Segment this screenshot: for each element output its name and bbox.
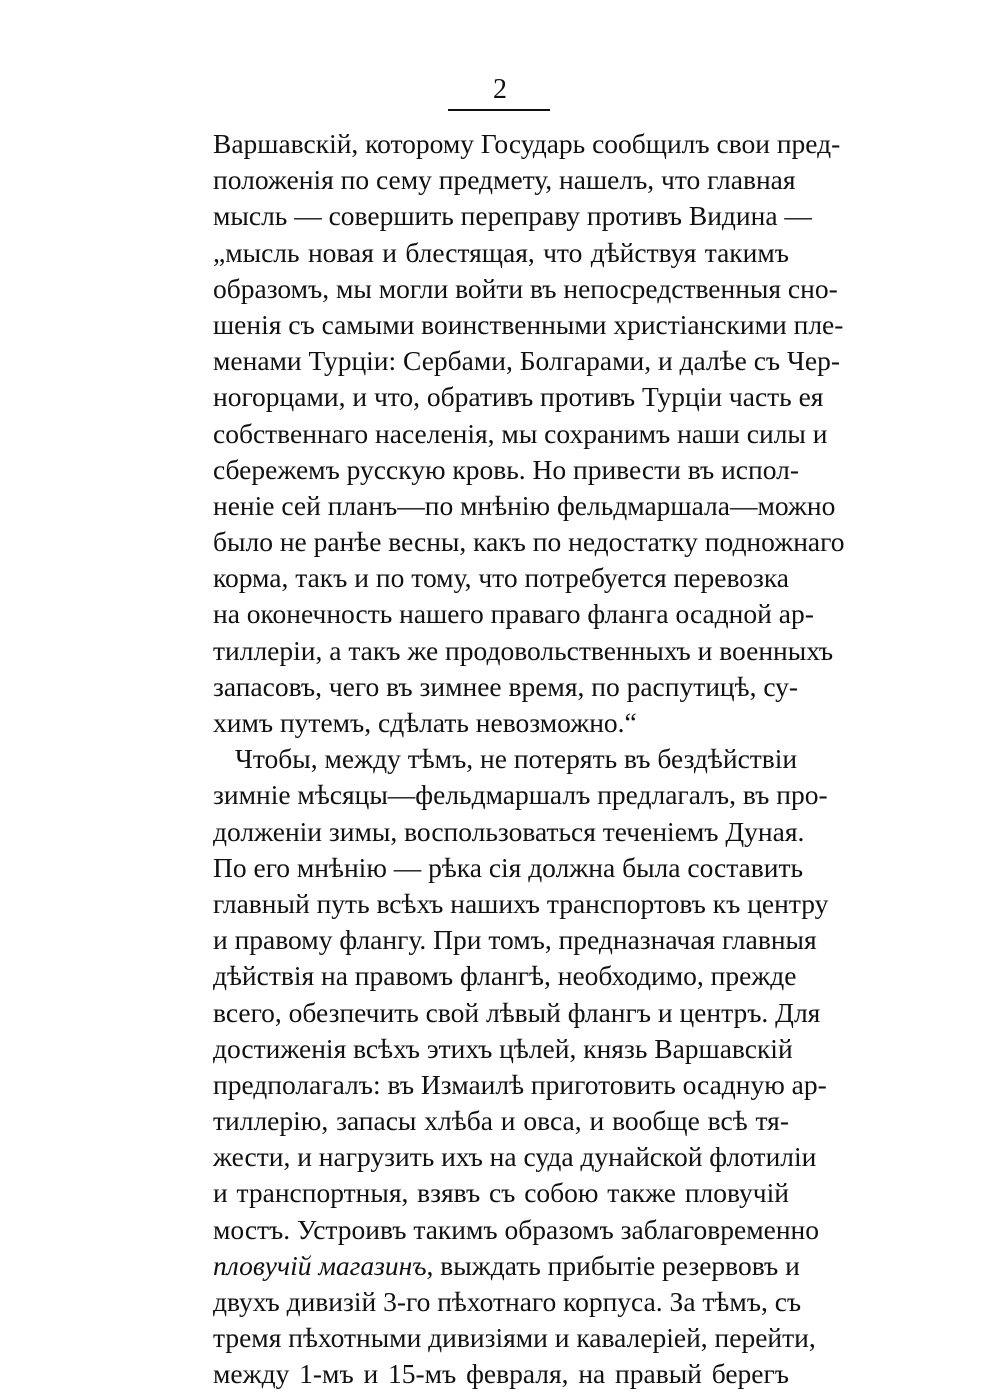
- text-line: шенія съ самыми воинственными христіанскими пле-: [213, 308, 844, 340]
- text-line-with-italic: [213, 1248, 800, 1284]
- text-line: образомъ, мы могли войти въ непосредственныя сно-: [213, 272, 838, 304]
- text-line: мысль — совершить переправу противъ Видина —: [213, 200, 812, 232]
- text-line: зимніе мѣсяцы—фельдмаршалъ предлагалъ, въ про-: [213, 779, 828, 811]
- text-line: химъ путемъ, сдѣлать невозможно.“: [213, 707, 637, 738]
- text-line: корма, такъ и по тому, что потребуется перевозка: [213, 562, 789, 594]
- text-line: положенія по сему предмету, нашелъ, что главная: [213, 164, 796, 196]
- text-line: дѣйствія на правомъ флангѣ, необходимо, прежде: [213, 960, 797, 992]
- text-line: двухъ дивизій 3-го пѣхотнаго корпуса. За тѣмъ, съ: [213, 1286, 802, 1317]
- text-line: Чтобы, между тѣмъ, не потерять въ бездѣйствіи: [235, 743, 798, 775]
- text-line: сбережемъ русскую кровь. Но привести въ испол-: [213, 453, 799, 485]
- text-segment: , выждать прибытіе резервовъ и: [426, 1249, 800, 1281]
- text-line: долженіи зимы, воспользоваться теченіемъ Дуная.: [213, 815, 805, 847]
- italic-phrase: пловучій магазинъ: [213, 1249, 427, 1281]
- text-line: собственнаго населенія, мы сохранимъ наши силы и: [213, 417, 828, 449]
- text-line: неніе сей планъ—по мнѣнію фельдмаршала—можно: [213, 489, 836, 521]
- text-line: запасовъ, чего въ зимнее время, по распутицѣ, су-: [213, 670, 799, 702]
- text-line: менами Турціи: Сербами, Болгарами, и далѣе съ Чер-: [213, 345, 841, 377]
- text-line: и правому флангу. При томъ, предназначая главныя: [213, 924, 817, 956]
- header-rule: [448, 109, 550, 111]
- text-line: достиженія всѣхъ этихъ цѣлей, князь Варшавскій: [213, 1032, 793, 1064]
- text-line: Варшавскій, которому Государь сообщилъ свои пред-: [213, 128, 841, 159]
- text-line: тиллерію, запасы хлѣба и овса, и вообще всѣ тя-: [213, 1105, 789, 1137]
- text-line: мостъ. Устроивъ такимъ образомъ заблаговременно: [213, 1213, 820, 1245]
- text-line: жести, и нагрузить ихъ на суда дунайской флотиліи: [213, 1141, 817, 1173]
- text-line: предполагалъ: въ Измаилѣ приготовить осадную ар-: [213, 1068, 827, 1100]
- text-line: ногорцами, и что, обративъ противъ Турціи часть ея: [213, 381, 824, 413]
- text-line: тиллеріи, а такъ же продовольственныхъ и военныхъ: [213, 634, 834, 666]
- text-line: „мысль новая и блестящая, что дѣйствуя такимъ: [213, 236, 789, 268]
- text-line: По его мнѣнію — рѣка сія должна была составить: [213, 851, 804, 883]
- text-line: на оконечность нашего праваго фланга осадной ар-: [213, 598, 814, 630]
- text-line: и транспортныя, взявъ съ собою также пловучій: [213, 1177, 789, 1209]
- text-column: [213, 126, 845, 1393]
- paragraph-1: [213, 126, 845, 741]
- paragraph-2: [213, 741, 829, 1392]
- text-line: между 1-мъ и 15-мъ февраля, на правый берегъ: [213, 1358, 789, 1390]
- text-line: всего, обезпечить свой лѣвый флангъ и центръ. Для: [213, 996, 821, 1028]
- text-line: тремя пѣхотными дивизіями и кавалеріей, перейти,: [213, 1322, 816, 1354]
- page-number: 2: [493, 74, 507, 105]
- text-line: было не ранѣе весны, какъ по недостатку подножнаго: [213, 526, 845, 558]
- text-line: главный путь всѣхъ нашихъ транспортовъ къ центру: [213, 887, 829, 919]
